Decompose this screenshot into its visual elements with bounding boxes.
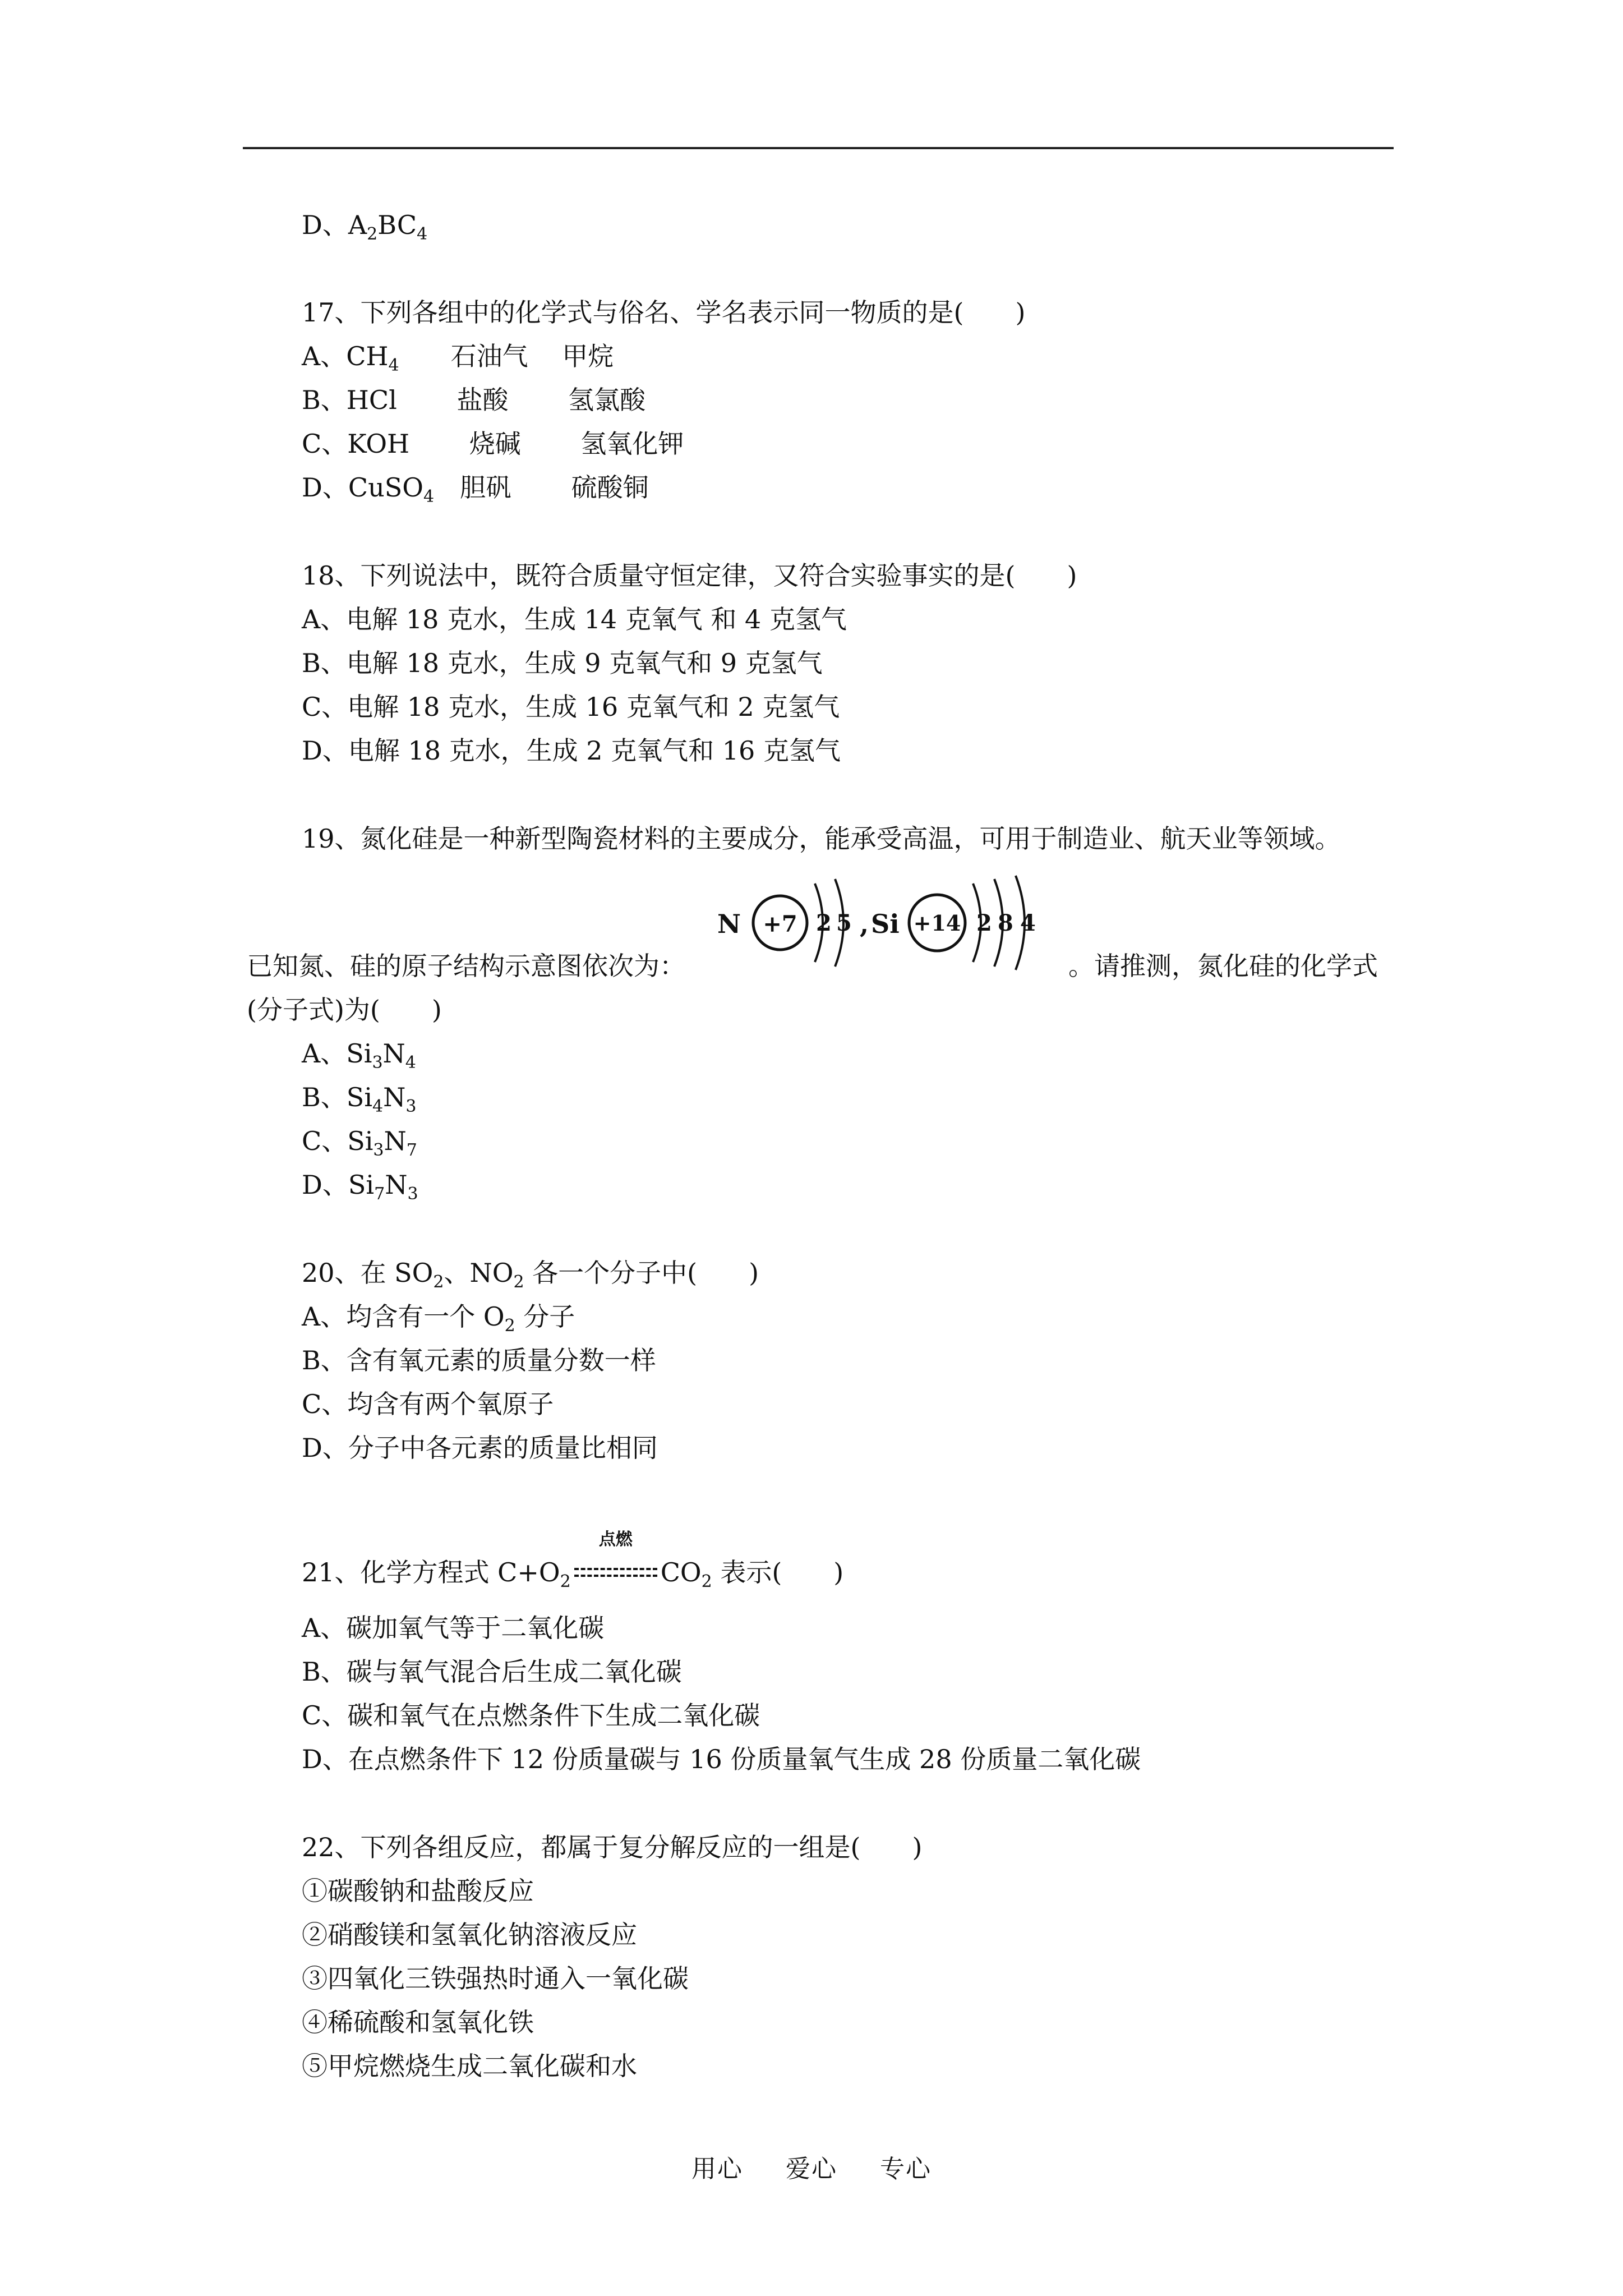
q20-option-b: B、含有氧元素的质量分数一样 [302,1345,656,1375]
q21-option-b: B、碳与氧气混合后生成二氧化碳 [302,1657,682,1687]
q22-stem: 22、下列各组反应，都属于复分解反应的一组是( ) [302,1832,923,1862]
n-symbol: N [717,909,741,939]
si-shell-3: 4 [1020,910,1036,936]
q17-option-a: A、$CH_4$ 石油气 甲烷 [302,341,614,375]
q18-option-c: C、电解 18 克水，生成 16 克氧气和 2 克氢气 [302,692,840,722]
footer-text-3: 专心 [880,2155,932,2183]
q17-stem: 17、下列各组中的化学式与俗名、学名表示同一物质的是( ) [302,297,1026,328]
q20-option-d: D、分子中各元素的质量比相同 [302,1433,658,1463]
q21-option-d: D、在点燃条件下 12 份质量碳与 16 份质量氧气生成 28 份质量二氧化碳 [302,1744,1141,1774]
q17-option-d: D、CuSO$_4$ 胆矾 硫酸铜 [302,472,649,507]
q20-option-c: C、均含有两个氧原子 [302,1389,554,1419]
q19-stem-line3: (分子式)为( ) [247,995,442,1025]
atomic-structure-diagram [715,871,1063,978]
footer-text-1: 用心 [691,2155,743,2183]
q18-option-b: B、电解 18 克水，生成 9 克氧气和 9 克氢气 [302,648,823,678]
q22-item-3: ③四氧化三铁强热时通入一氧化碳 [302,1963,689,1994]
q20-option-a: A、均含有一个 $O_2$ 分子 [302,1301,575,1336]
q19-stem-line2b: 。请推测，氮化硅的化学式 [1068,951,1378,981]
si-shell-2: 8 [998,910,1013,936]
si-shell-1: 2 [976,910,992,936]
q19-stem-line1: 19、氮化硅是一种新型陶瓷材料的主要成分，能承受高温，可用于制造业、航天业等领域。 [302,823,1341,854]
q19-stem-line2a: 已知氮、硅的原子结构示意图依次为： [247,951,685,981]
si-symbol: Si [871,909,900,939]
n-nucleus-label: +7 [763,911,797,937]
q21-option-a: A、碳加氧气等于二氧化碳 [302,1613,605,1643]
si-nucleus-label: +14 [913,910,961,936]
q16-option-d: D、$A_2BC_4$ [302,210,428,244]
q19-option-a: A、$Si_3N_4$ [302,1038,416,1073]
q21-option-c: C、碳和氧气在点燃条件下生成二氧化碳 [302,1700,760,1731]
footer-text-2: 爱心 [786,2155,837,2183]
q22-item-5: ⑤甲烷燃烧生成二氧化碳和水 [302,2051,637,2081]
q22-item-1: ①碳酸钠和盐酸反应 [302,1876,534,1906]
separator-comma: , [860,909,869,939]
q22-item-4: ④稀硫酸和氢氧化铁 [302,2007,534,2037]
q17-option-c: C、KOH 烧碱 氢氧化钾 [302,429,684,459]
q21-stem: 21、化学方程式 $C+O_2$ 点燃 $CO_2$ 表示( ) [302,1556,843,1589]
page-footer [0,2148,1623,2184]
q19-option-c: C、$Si_3N_7$ [302,1126,417,1160]
q19-option-d: D、$Si_7N_3$ [302,1170,418,1204]
q19-option-b: B、$Si_4N_3$ [302,1082,417,1116]
header-rule [243,147,1394,149]
q18-option-a: A、电解 18 克水，生成 14 克氧气 和 4 克氢气 [302,604,847,634]
q18-stem: 18、下列说法中，既符合质量守恒定律，又符合实验事实的是( ) [302,560,1077,591]
reaction-condition: 点燃 [598,1530,633,1549]
reaction-arrow [571,1530,661,1589]
q18-option-d: D、电解 18 克水，生成 2 克氧气和 16 克氢气 [302,735,841,766]
n-shell-2: 5 [836,910,852,936]
n-shell-1: 2 [816,910,832,936]
q22-item-2: ②硝酸镁和氢氧化钠溶液反应 [302,1920,637,1950]
q17-option-b: B、HCl 盐酸 氢氯酸 [302,385,646,415]
q20-stem: 20、在 $SO_2$、$NO_2$ 各一个分子中( ) [302,1258,759,1292]
